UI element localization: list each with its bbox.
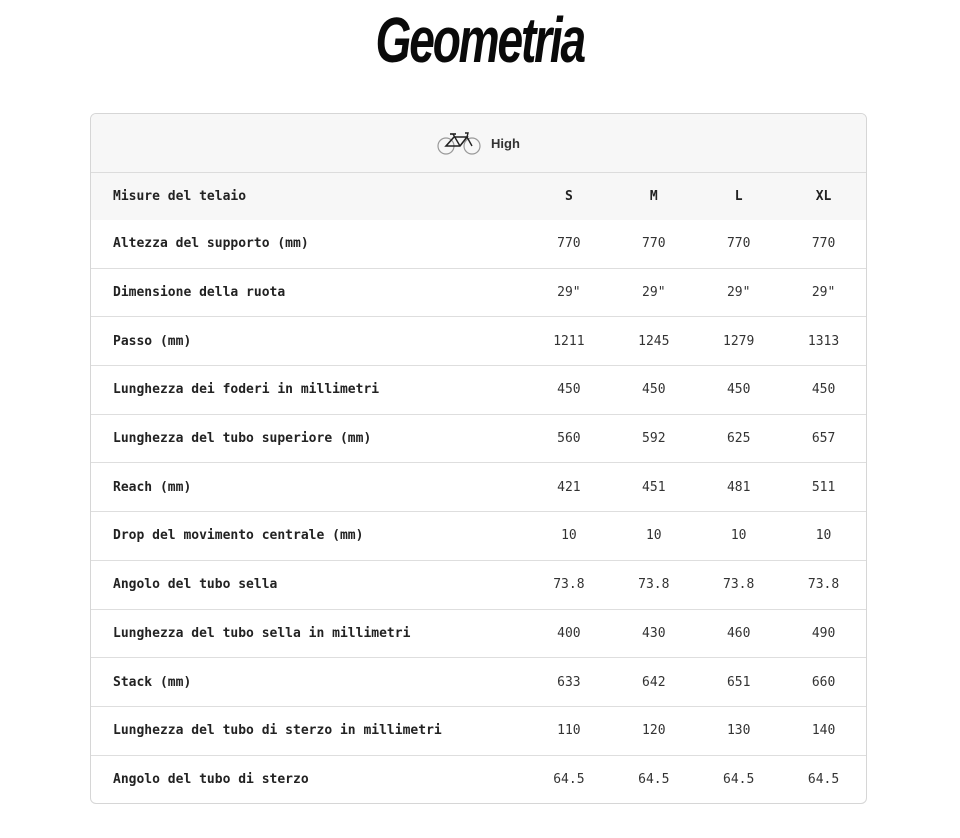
row-value: 421 xyxy=(557,479,581,495)
row-value: 450 xyxy=(726,382,751,398)
row-value: 10 xyxy=(561,528,577,544)
row-value: 73.8 xyxy=(723,577,755,593)
table-row xyxy=(91,415,866,464)
row-value: 451 xyxy=(642,479,666,495)
table-row xyxy=(91,561,866,610)
row-value: 481 xyxy=(726,479,751,495)
table-row xyxy=(91,610,866,659)
table-row xyxy=(91,317,866,366)
row-value: 120 xyxy=(642,723,666,739)
column-header-size: XL xyxy=(815,189,832,204)
row-label: Lunghezza dei foderi in millimetri xyxy=(113,382,380,398)
row-value: 400 xyxy=(557,625,581,641)
row-value: 64.5 xyxy=(638,772,670,788)
table-header-row xyxy=(91,173,866,220)
geometry-table xyxy=(90,113,867,804)
row-value: 1313 xyxy=(807,333,840,349)
row-value: 1245 xyxy=(638,333,670,349)
row-value: 657 xyxy=(811,431,836,447)
row-value: 633 xyxy=(557,674,581,690)
row-value: 642 xyxy=(642,674,666,690)
row-value: 29" xyxy=(726,285,751,301)
row-value: 73.8 xyxy=(553,577,585,593)
row-value: 10 xyxy=(815,528,832,544)
row-value: 1279 xyxy=(723,333,755,349)
model-selector[interactable] xyxy=(91,114,866,173)
row-value: 130 xyxy=(726,723,751,739)
row-value: 450 xyxy=(557,382,581,398)
table-row xyxy=(91,658,866,707)
table-row xyxy=(91,220,866,269)
row-value: 460 xyxy=(726,625,751,641)
table-row xyxy=(91,366,866,415)
row-value: 625 xyxy=(726,431,751,447)
row-value: 770 xyxy=(726,236,751,252)
row-value: 660 xyxy=(811,674,836,690)
row-value: 651 xyxy=(726,674,751,690)
table-row xyxy=(91,463,866,512)
column-header-size: M xyxy=(649,189,658,204)
row-value: 490 xyxy=(811,625,836,641)
row-value: 770 xyxy=(642,236,666,252)
title-area xyxy=(0,0,960,90)
row-value: 64.5 xyxy=(553,772,585,788)
table-row xyxy=(91,707,866,756)
row-label: Lunghezza del tubo di sterzo in millimetri xyxy=(113,723,442,739)
row-label: Angolo del tubo di sterzo xyxy=(113,772,309,788)
row-value: 29" xyxy=(557,285,581,301)
row-value: 560 xyxy=(557,431,581,447)
page-title: Geometria xyxy=(375,4,585,76)
row-label: Lunghezza del tubo superiore (mm) xyxy=(113,431,372,447)
table-row xyxy=(91,512,866,561)
table-row xyxy=(91,269,866,318)
row-value: 450 xyxy=(642,382,666,398)
row-value: 29" xyxy=(811,285,836,301)
row-value: 592 xyxy=(642,431,666,447)
row-value: 1211 xyxy=(553,333,585,349)
bicycle-icon xyxy=(437,130,481,156)
table-row xyxy=(91,756,866,804)
row-value: 73.8 xyxy=(638,577,670,593)
row-label: Dimensione della ruota xyxy=(113,285,286,301)
row-value: 770 xyxy=(811,236,836,252)
row-value: 64.5 xyxy=(807,772,840,788)
row-label: Altezza del supporto (mm) xyxy=(113,236,309,252)
row-label: Drop del movimento centrale (mm) xyxy=(113,528,364,544)
row-value: 430 xyxy=(642,625,666,641)
row-label: Reach (mm) xyxy=(113,479,192,495)
row-label: Stack (mm) xyxy=(113,674,192,690)
row-value: 73.8 xyxy=(807,577,840,593)
column-header-size: L xyxy=(734,189,743,204)
model-label: High xyxy=(491,135,520,151)
row-value: 10 xyxy=(645,528,662,544)
row-value: 110 xyxy=(557,723,581,739)
row-label: Lunghezza del tubo sella in millimetri xyxy=(113,625,411,641)
column-header-label: Misure del telaio xyxy=(113,189,247,204)
row-label: Passo (mm) xyxy=(113,333,192,349)
row-value: 770 xyxy=(557,236,581,252)
row-value: 29" xyxy=(642,285,666,301)
row-value: 140 xyxy=(811,723,836,739)
row-value: 64.5 xyxy=(723,772,755,788)
row-value: 450 xyxy=(811,382,836,398)
column-header-size: S xyxy=(564,189,573,204)
row-label: Angolo del tubo sella xyxy=(113,577,278,593)
row-value: 511 xyxy=(811,479,836,495)
row-value: 10 xyxy=(730,528,747,544)
